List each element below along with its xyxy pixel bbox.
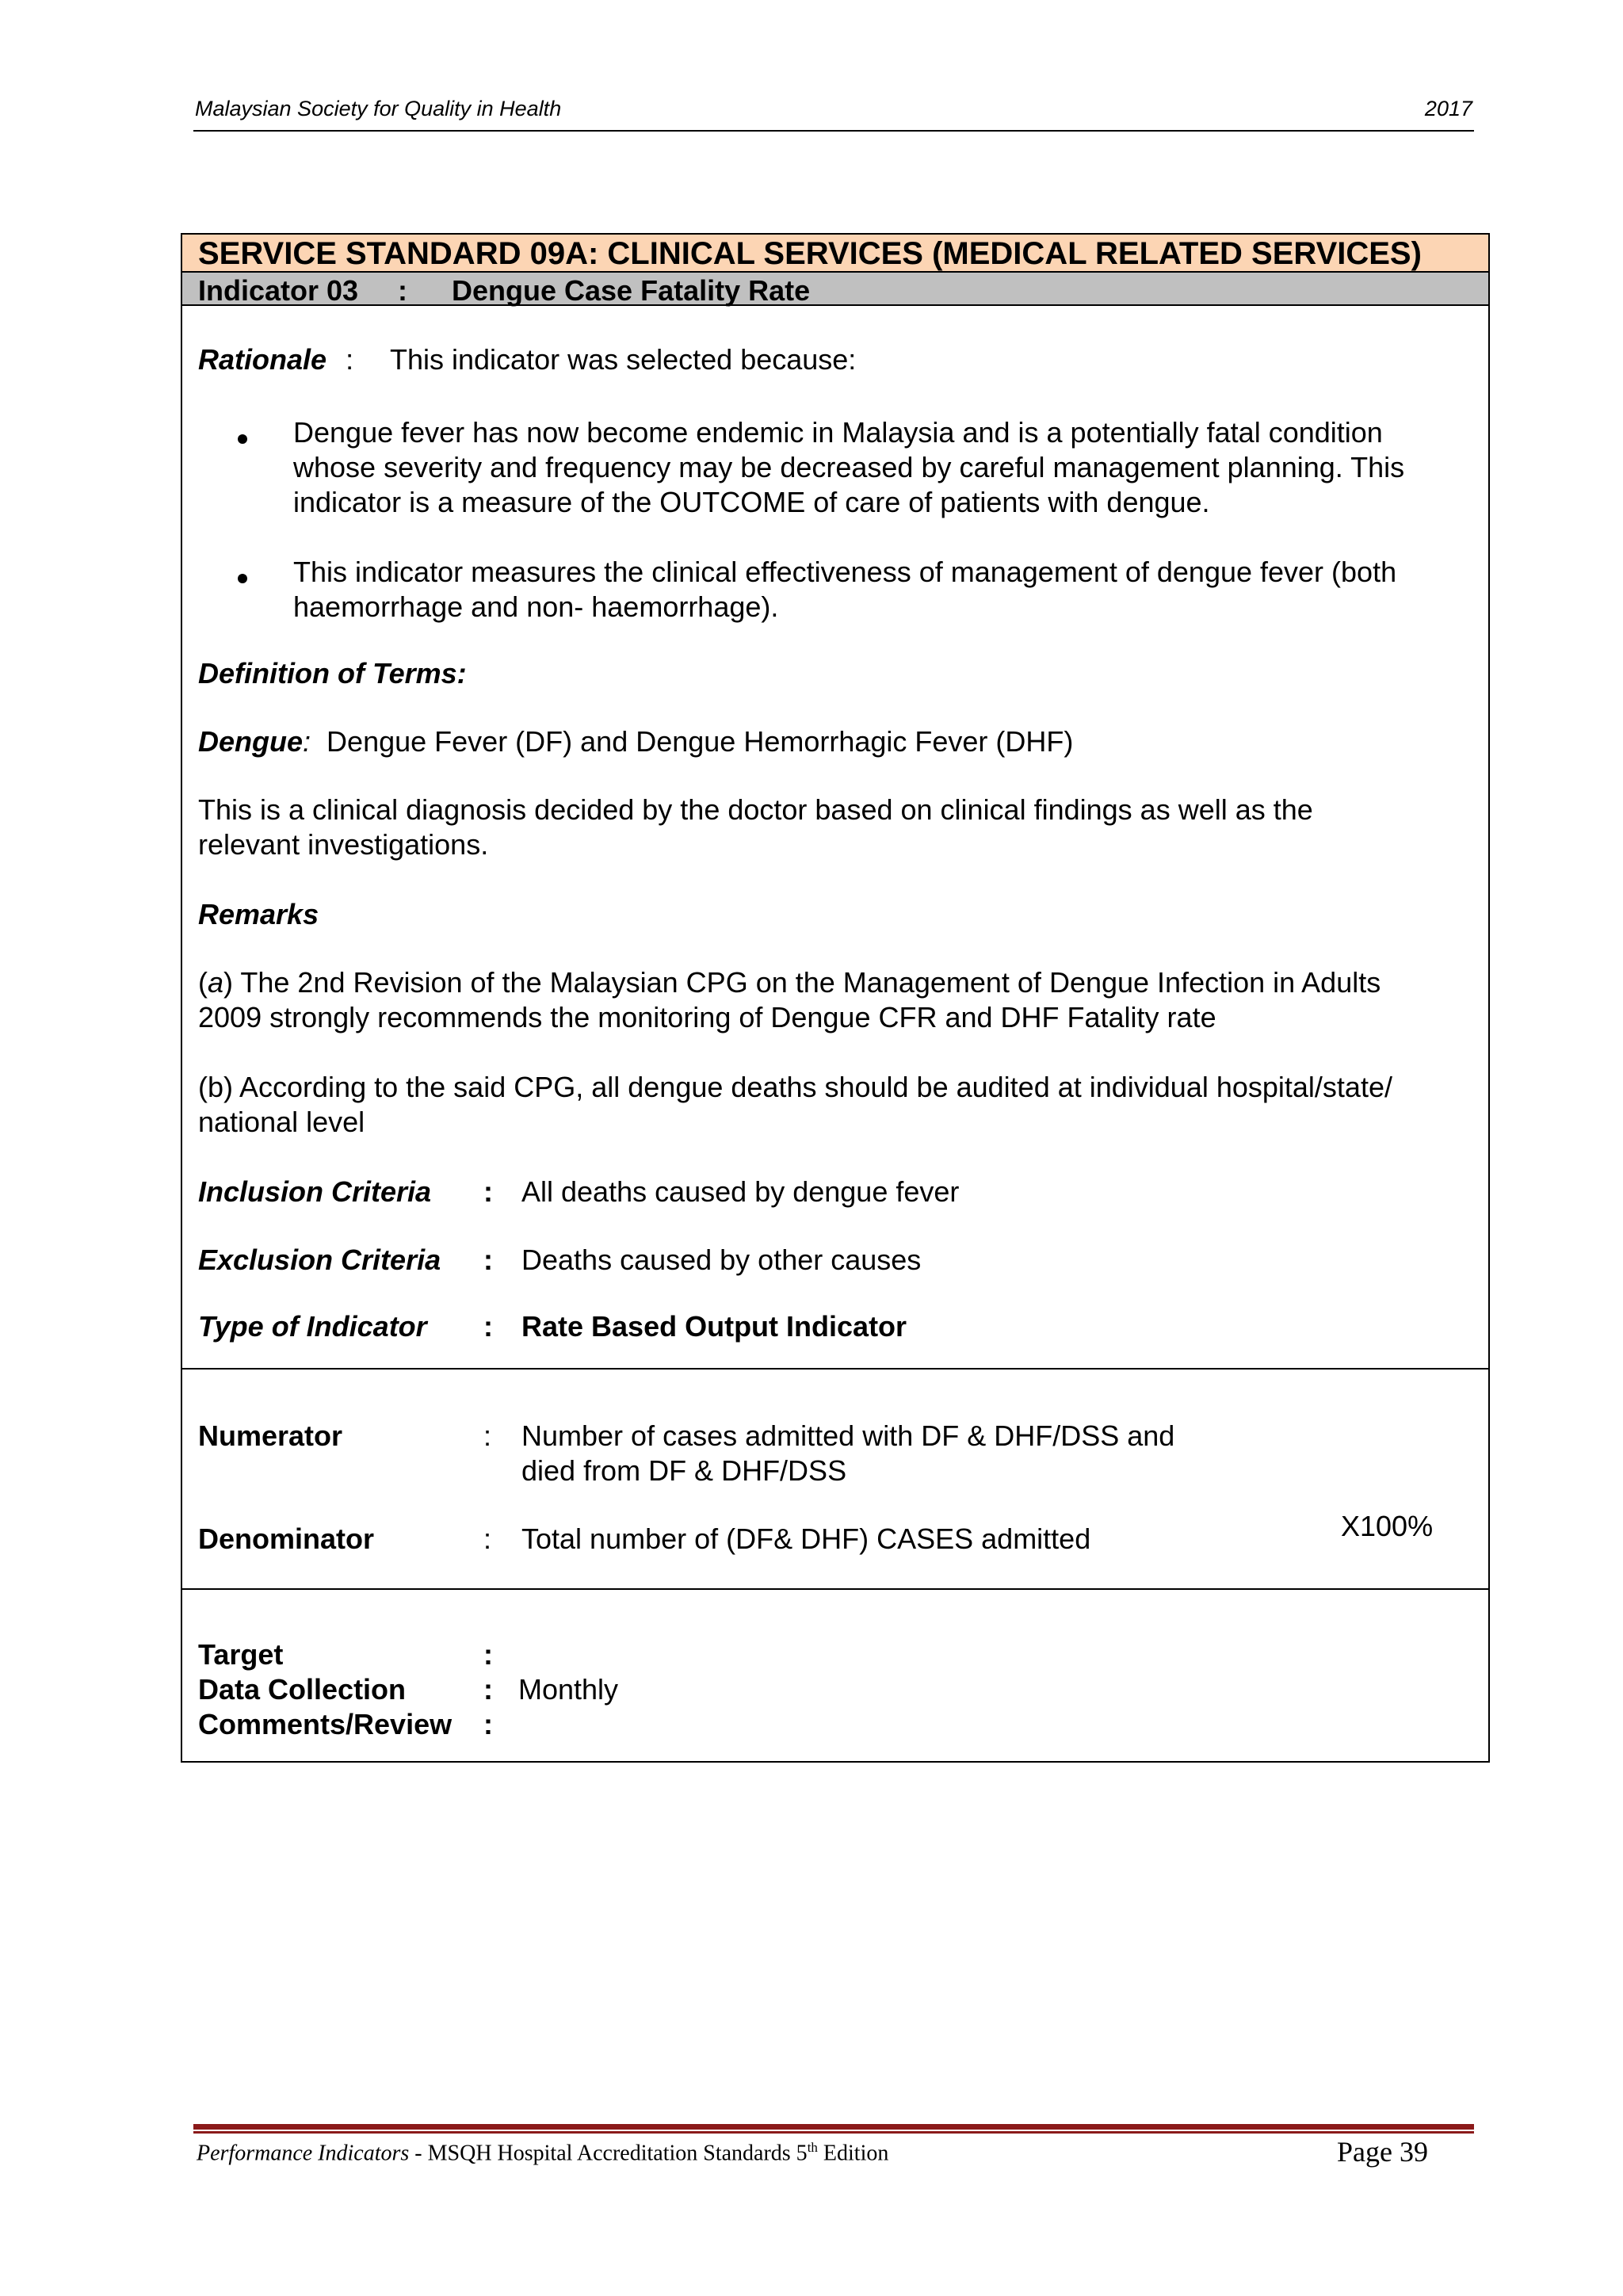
denominator-text: Total number of (DF& DHF) CASES admitted <box>521 1522 1091 1555</box>
footer-rule <box>193 2131 1474 2134</box>
data-collection-label: Data Collection <box>198 1673 407 1706</box>
type-label: Type of Indicator <box>198 1310 427 1343</box>
indicator-row <box>182 273 1488 306</box>
footer-sup: th <box>807 2140 818 2155</box>
dengue-label: Dengue <box>198 725 304 758</box>
remark-a-paren: ( <box>198 966 208 999</box>
remarks-heading: Remarks <box>198 898 319 930</box>
numerator-label: Numerator <box>198 1419 343 1452</box>
definition-heading: Definition of Terms: <box>198 657 467 690</box>
remark-a-text: ) The 2nd Revision of the Malaysian CPG on the Management of Dengue Infection in Adults <box>223 966 1381 999</box>
remark-a-line-1 <box>198 965 1381 1000</box>
footer-title: Performance Indicators <box>197 2141 410 2166</box>
footer-standard: MSQH Hospital Accreditation Standards 5 <box>427 2141 808 2166</box>
inclusion-value: All deaths caused by dengue fever <box>521 1175 960 1208</box>
target-label: Target <box>198 1638 284 1671</box>
divider <box>182 1368 1488 1370</box>
exclusion-sep: : <box>483 1244 493 1276</box>
numerator-line-2: died from DF & DHF/DSS <box>521 1454 847 1487</box>
remark-b-line-1: (b) According to the said CPG, all dengue deaths should be audited at individual hospital/state/ <box>198 1071 1392 1103</box>
clinical-line-1: This is a clinical diagnosis decided by the doctor based on clinical findings as well as the <box>198 793 1313 826</box>
numerator-line-1: Number of cases admitted with DF & DHF/DSS and <box>521 1419 1175 1452</box>
header-organization: Malaysian Society for Quality in Health <box>195 97 562 120</box>
multiplier: X100% <box>1341 1510 1434 1542</box>
dengue-line <box>198 724 1073 759</box>
footer-dash: - <box>409 2141 428 2166</box>
rationale-sep: : <box>346 343 354 376</box>
standard-title-row <box>182 235 1488 273</box>
rationale-line <box>198 342 353 377</box>
standard-title: SERVICE STANDARD 09A: CLINICAL SERVICES (MEDICAL RELATED SERVICES) <box>198 236 1422 271</box>
inclusion-sep: : <box>483 1175 493 1208</box>
bullet-1-line-2: whose severity and frequency may be decreased by careful management planning. This <box>293 451 1405 483</box>
indicator-label: Indicator 03 <box>198 274 359 307</box>
footer-text <box>197 2140 888 2166</box>
denominator-sep: : <box>483 1522 492 1555</box>
exclusion-label: Exclusion Criteria <box>198 1244 441 1276</box>
divider <box>182 1588 1488 1590</box>
footer-edition: Edition <box>817 2141 889 2166</box>
remark-a-line-2: 2009 strongly recommends the monitoring of Dengue CFR and DHF Fatality rate <box>198 1001 1216 1033</box>
dengue-colon: : <box>303 725 311 758</box>
remark-a-letter: a <box>208 966 224 999</box>
bullet-2-line-2: haemorrhage and non- haemorrhage). <box>293 590 779 623</box>
page-number: Page 39 <box>1337 2136 1428 2168</box>
header-year: 2017 <box>1424 97 1472 120</box>
bullet-1-line-3: indicator is a measure of the OUTCOME of care of patients with dengue. <box>293 486 1210 518</box>
exclusion-value: Deaths caused by other causes <box>521 1244 922 1276</box>
comments-sep: : <box>483 1708 493 1740</box>
numerator-sep: : <box>483 1419 492 1452</box>
indicator-sep: : <box>398 274 407 307</box>
target-sep: : <box>483 1638 493 1671</box>
bullet-2-line-1: This indicator measures the clinical effectiveness of management of dengue fever (both <box>293 556 1397 588</box>
indicator-name: Dengue Case Fatality Rate <box>452 274 811 307</box>
footer-rule <box>193 2124 1474 2130</box>
bullet-icon <box>238 434 247 444</box>
data-collection-value: Monthly <box>518 1673 619 1706</box>
denominator-label: Denominator <box>198 1522 375 1555</box>
dengue-text: Dengue Fever (DF) and Dengue Hemorrhagic Fever (DHF) <box>327 725 1074 758</box>
type-sep: : <box>483 1310 493 1343</box>
type-value: Rate Based Output Indicator <box>521 1310 907 1343</box>
rationale-intro: This indicator was selected because: <box>390 343 857 376</box>
bullet-icon <box>238 574 247 583</box>
indicator-box <box>181 233 1490 1763</box>
remark-b-line-2: national level <box>198 1106 365 1138</box>
rationale-label: Rationale <box>198 343 327 376</box>
inclusion-label: Inclusion Criteria <box>198 1175 432 1208</box>
comments-label: Comments/Review <box>198 1708 453 1740</box>
bullet-1-line-1: Dengue fever has now become endemic in Malaysia and is a potentially fatal condition <box>293 416 1383 449</box>
page-header <box>193 95 1474 132</box>
data-collection-sep: : <box>483 1673 493 1706</box>
clinical-line-2: relevant investigations. <box>198 828 489 861</box>
